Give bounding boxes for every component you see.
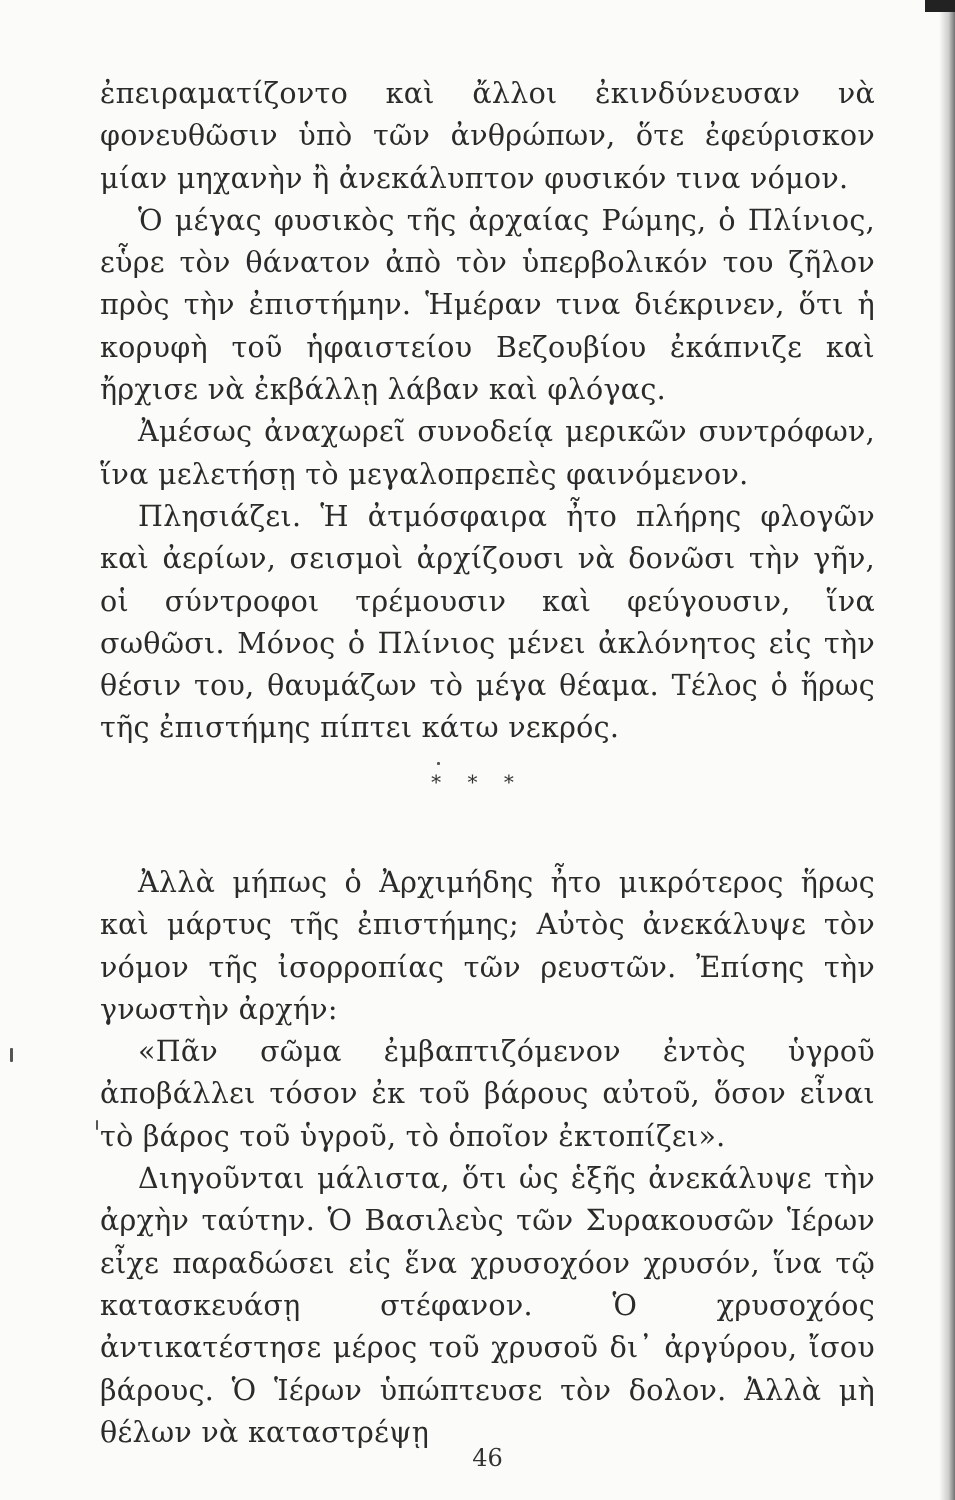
section-separator: * * * [431, 770, 524, 794]
paragraph: Ἀμέσως ἀναχωρεῖ συνοδείᾳ μερικῶν συντρόφων, ἵνα μελετήσῃ τὸ μεγαλοπρεπὲς φαινόμενον. [100, 415, 875, 491]
text-section-1 [100, 73, 875, 750]
scan-corner [925, 0, 955, 12]
paragraph: Πλησιάζει. Ἡ ἀτμόσφαιρα ἦτο πλήρης φλογῶν καὶ ἀερίων, σεισμοὶ ἀρχίζουσι νὰ δονῶσι τὴν γῆν, οἱ σύντροφοι τρέμουσιν καὶ φεύγουσιν, ἵνα σωθῶσι. Μόνος ὁ Πλίνιος μένει ἀκλόνητος εἰς τὴν θέσιν του, θαυμάζων τὸ μέγα θέαμα. Τέλος ὁ ἥρως τῆς ἐπιστήμης πίπτει κάτω νεκρός. [100, 499, 875, 745]
page-number: 46 [472, 1444, 503, 1472]
scan-speck [10, 1048, 13, 1062]
scan-speck [437, 762, 440, 765]
paragraph: Ἀλλὰ μήπως ὁ Ἀρχιμήδης ἦτο μικρότερος ἥρως καὶ μάρτυς τῆς ἐπιστήμης; Αὐτὸς ἀνεκάλυψε τὸν νόμον τῆς ἰσορροπίας τῶν ρευστῶν. Ἐπίσης τὴν γνωστὴν ἀρχήν: [100, 866, 875, 1026]
paragraph: ἐπειραματίζοντο καὶ ἄλλοι ἐκινδύνευσαν νὰ φονευθῶσιν ὑπὸ τῶν ἀνθρώπων, ὅτε ἐφεύρισκον μίαν μηχανὴν ἢ ἀνεκάλυπτον φυσικόν τινα νόμον. [100, 77, 875, 195]
paragraph: Ὁ μέγας φυσικὸς τῆς ἀρχαίας Ρώμης, ὁ Πλίνιος, εὗρε τὸν θάνατον ἀπὸ τὸν ὑπερβολικόν του ζῆλον πρὸς τὴν ἐπιστήμην. Ἡμέραν τινα διέκρινεν, ὅτι ἡ κορυφὴ τοῦ ἡφαιστείου Βεζουβίου ἐκάπνιζε καὶ ἤρχισε νὰ ἐκβάλλῃ λάβαν καὶ φλόγας. [100, 203, 875, 407]
scan-speck [96, 1120, 98, 1130]
text-section-2 [100, 862, 875, 1454]
paragraph: «Πᾶν σῶμα ἐμβαπτιζόμενον ἐντὸς ὑγροῦ ἀποβάλλει τόσον ἐκ τοῦ βάρους αὐτοῦ, ὅσον εἶναι τὸ βάρος τοῦ ὑγροῦ, τὸ ὁποῖον ἐκτοπίζει». [100, 1035, 875, 1153]
paragraph: Διηγοῦνται μάλιστα, ὅτι ὡς ἑξῆς ἀνεκάλυψε τὴν ἀρχὴν ταύτην. Ὁ Βασιλεὺς τῶν Συρακουσῶν Ἱέρων εἶχε παραδώσει εἰς ἕνα χρυσοχόον χρυσόν, ἵνα τῷ κατασκευάσῃ στέφανον. Ὁ χρυσοχόος ἀντικατέστησε μέρος τοῦ χρυσοῦ δι᾽ ἀργύρου, ἴσου βάρους. Ὁ Ἱέρων ὑπώπτευσε τὸν δολον. Ἀλλὰ μὴ θέλων νὰ καταστρέψῃ [100, 1162, 875, 1449]
page-edge-shadow [939, 0, 955, 1500]
